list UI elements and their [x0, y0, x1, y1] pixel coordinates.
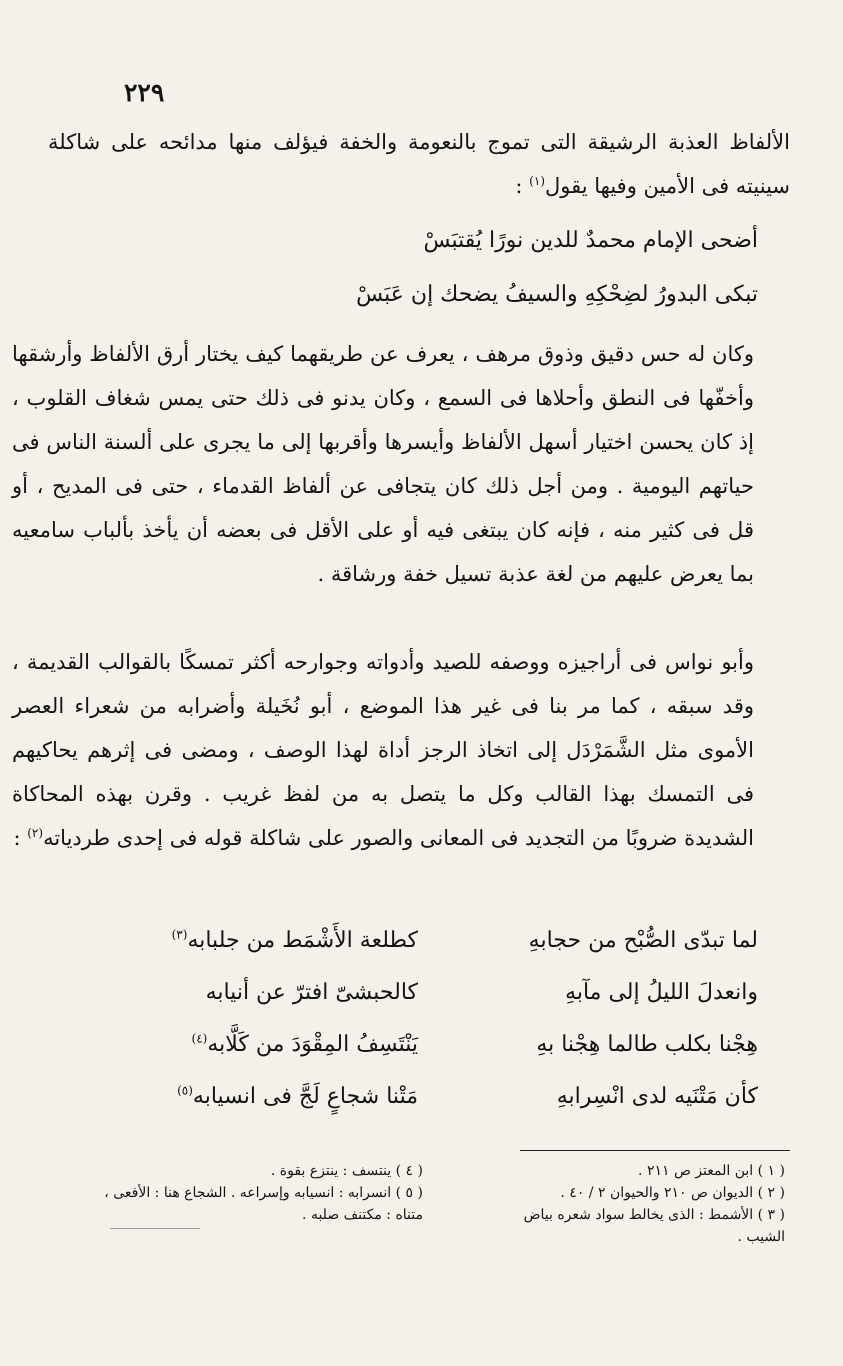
footnote-ref-3: (٣)	[171, 927, 188, 942]
rajaz-hemistich-1a: لما تبدّى الصُّبْح من حجابهِ	[528, 928, 758, 953]
rajaz-hemistich-1b	[172, 928, 418, 953]
footnote-ref-5: (٥)	[177, 1083, 193, 1098]
rajaz-hemistich-1b-text: كطلعة الأَشْمَط من جلبابه	[187, 928, 418, 953]
footnote-5: ( ٥ ) انسرابه : انسيابه وإسراعه . الشجاع هنا : الأفعى ، متناه : مكتنف صلبه .	[104, 1185, 423, 1223]
paragraph-1	[48, 120, 790, 208]
footnote-4: ( ٤ ) ينتسف : ينتزع بقوة .	[270, 1163, 423, 1179]
page-number: ٢٢٩	[124, 78, 165, 107]
verse-line-1: أضحى الإمام محمدٌ للدين نورًا يُقتبَسْ	[423, 228, 758, 253]
paragraph-1-colon: :	[515, 174, 523, 198]
rajaz-hemistich-2a: وانعدلَ الليلُ إلى مآبهِ	[565, 980, 758, 1005]
footnote-ref-4: (٤)	[191, 1031, 208, 1046]
rajaz-hemistich-2b: كالحبشىّ افترّ عن أنيابه	[205, 980, 418, 1005]
paragraph-3-text: وأبو نواس فى أراجيزه ووصفه للصيد وأدواته وجوارحه أكثر تمسكًا بالقوالب القديمة ، وقد سبقه ، كما مر بنا فى غير هذا الموضع ، أبو نُخَيلة وأضرابه من شعراء العصر الأموى مثل الشَّمَرْدَل إلى اتخاذ الرجز أداة لهذا الوصف ، ومضى فى إثرهم يحاكيهم فى التمسك بهذا القالب وكل ما يتصل به من لفظ غريب . وقرن بهذه المحاكاة الشديدة ضروبًا من التجديد فى المعانى والصور على شاكلة قوله فى إحدى طردياته	[12, 650, 754, 850]
footnote-ref-1: (١)	[529, 174, 545, 188]
footnote-1: ( ١ ) ابن المعتز ص ٢١١ .	[638, 1163, 785, 1179]
paragraph-3-colon: :	[13, 826, 21, 850]
paragraph-1-text: الألفاظ العذبة الرشيقة التى تموج بالنعومة والخفة فيؤلف منها مدائحه على شاكلة سينيته فى الأمين وفيها يقول	[48, 130, 790, 198]
footnote-underline-mark	[110, 1228, 200, 1229]
rajaz-hemistich-3a: هِجْنا بكلب طالما هِجْنا بهِ	[536, 1032, 758, 1057]
footnote-divider	[520, 1150, 790, 1151]
footnote-3: ( ٣ ) الأشمط : الذى يخالط سواد شعره بياض الشيب .	[523, 1207, 785, 1245]
paragraph-2: وكان له حس دقيق وذوق مرهف ، يعرف عن طريقهما كيف يختار أرق الألفاظ وأرشقها وأخفّها فى النطق وأحلاها فى السمع ، وكان يدنو فى ذلك حتى يمس شغاف القلوب ، إذ كان يحسن اختيار أسهل الألفاظ وأيسرها وأقربها إلى ما يجرى على ألسنة الناس فى حياتهم اليومية . ومن أجل ذلك كان يتجافى عن ألفاظ القدماء ، حتى فى المديح ، أو قل فى كثير منه ، فإنه كان يبتغى فيه أو على الأقل فى بعضه أن يأخذ بألباب سامعيه بما يعرض عليهم من لغة عذبة تسيل خفة ورشاقة .	[12, 342, 754, 586]
paragraph-3	[12, 640, 790, 860]
footnotes-right-column	[485, 1160, 785, 1248]
rajaz-hemistich-4b	[177, 1084, 418, 1109]
rajaz-hemistich-4b-text: مَتْنا شجاعٍ لَجَّ فى انسيابه	[192, 1084, 418, 1109]
rajaz-hemistich-4a: كأن مَتْنَيه لدى انْسِرابهِ	[556, 1084, 758, 1109]
footnotes-left-column	[103, 1160, 423, 1226]
footnote-2: ( ٢ ) الديوان ص ٢١٠ والحيوان ٢ / ٤٠ .	[560, 1185, 785, 1201]
verse-line-2: تبكى البدورُ لضِحْكِهِ والسيفُ يضحك إن عَبَسْ	[356, 282, 758, 307]
rajaz-hemistich-3b-text: يَنْتَسِفُ المِقْوَدَ من كَلَّابه	[207, 1032, 418, 1057]
footnote-ref-2: (٢)	[27, 826, 44, 840]
rajaz-hemistich-3b	[192, 1032, 418, 1057]
